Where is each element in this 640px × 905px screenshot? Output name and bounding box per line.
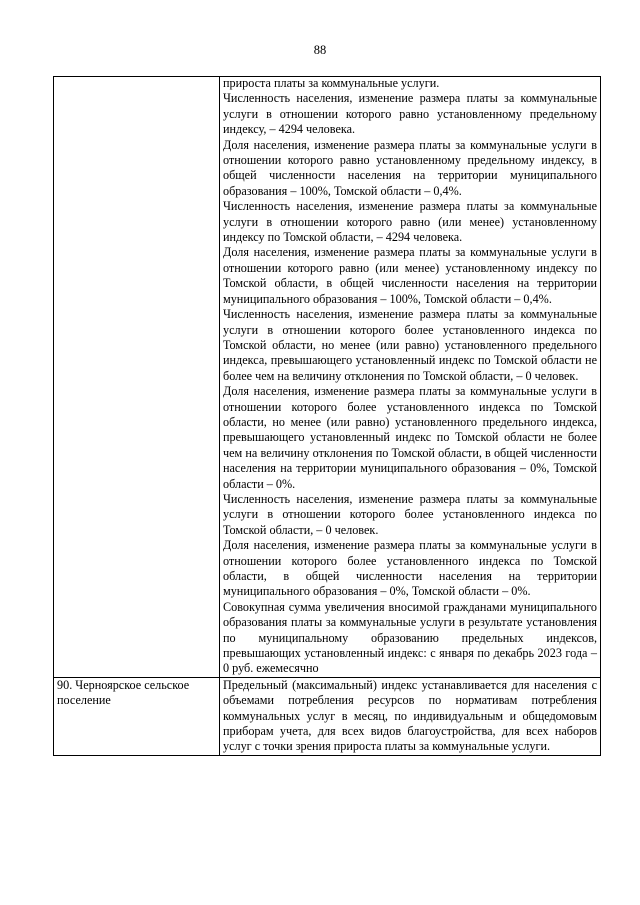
table-row xyxy=(54,677,601,755)
paragraph: Доля населения, изменение размера платы за коммунальные услуги в отношении которого равно (или менее) установленному индексу по Томской области, в общей численности населения на территории муниципального образования – 100%, Томской области – 0,4%. xyxy=(223,245,597,306)
paragraph: Численность населения, изменение размера платы за коммунальные услуги в отношении которого более установленного индекса по Томской области, но менее (или равно) установленного предельного индекса, превышающего установленный индекс по Томской области не более чем на величину отклонения по Томской области, – 0 человек. xyxy=(223,307,597,383)
table-row xyxy=(54,77,601,678)
paragraph: Совокупная сумма увеличения вносимой гражданами муниципального образования платы за коммунальные услуги в результате установления по муниципальному образованию предельных индексов, превышающих установленный индекс: с января по декабрь 2023 года – 0 руб. ежемесячно xyxy=(223,599,597,676)
paragraph: Доля населения, изменение размера платы за коммунальные услуги в отношении которого равно установленному предельному индексу, в общей численности населения на территории муниципального образования – 100%, Томской области – 0,4%. xyxy=(223,137,597,198)
municipality-cell xyxy=(54,77,220,678)
description-cell xyxy=(220,77,601,678)
page-number: 88 xyxy=(313,43,327,57)
paragraph: Численность населения, изменение размера платы за коммунальные услуги в отношении которого равно (или менее) установленному индексу по Томской области, – 4294 человека. xyxy=(223,199,597,245)
paragraph: Предельный (максимальный) индекс устанавливается для населения с объемами потребления ресурсов по нормативам потребления коммунальных услуг в месяц, по индивидуальным и общедомовым приборам учета, для всех видов благоустройства, для всех наборов услуг с точки зрения прироста платы за коммунальные услуги. xyxy=(223,677,597,754)
paragraph: Доля населения, изменение размера платы за коммунальные услуги в отношении которого более установленного индекса по Томской области, но менее (или равно) установленного предельного индекса, превышающего установленный индекс по Томской области не более чем на величину отклонения по Томской области, в общей численности населения на территории муниципального образования – 0%, Томской области – 0%. xyxy=(223,384,597,491)
paragraph: Численность населения, изменение размера платы за коммунальные услуги в отношении которого равно установленному предельному индексу, – 4294 человека. xyxy=(223,91,597,137)
paragraph: прироста платы за коммунальные услуги. xyxy=(223,76,440,90)
paragraph: Доля населения, изменение размера платы за коммунальные услуги в отношении которого более установленного индекса по Томской области, в общей численности населения на территории муниципального образования – 0%, Томской области – 0%. xyxy=(223,538,597,599)
paragraph: Численность населения, изменение размера платы за коммунальные услуги в отношении которого более установленного индекса по Томской области, – 0 человек. xyxy=(223,491,597,537)
indices-table xyxy=(53,76,601,756)
description-cell xyxy=(220,677,601,755)
municipality-cell: 90. Черноярское сельское поселение xyxy=(54,677,220,755)
